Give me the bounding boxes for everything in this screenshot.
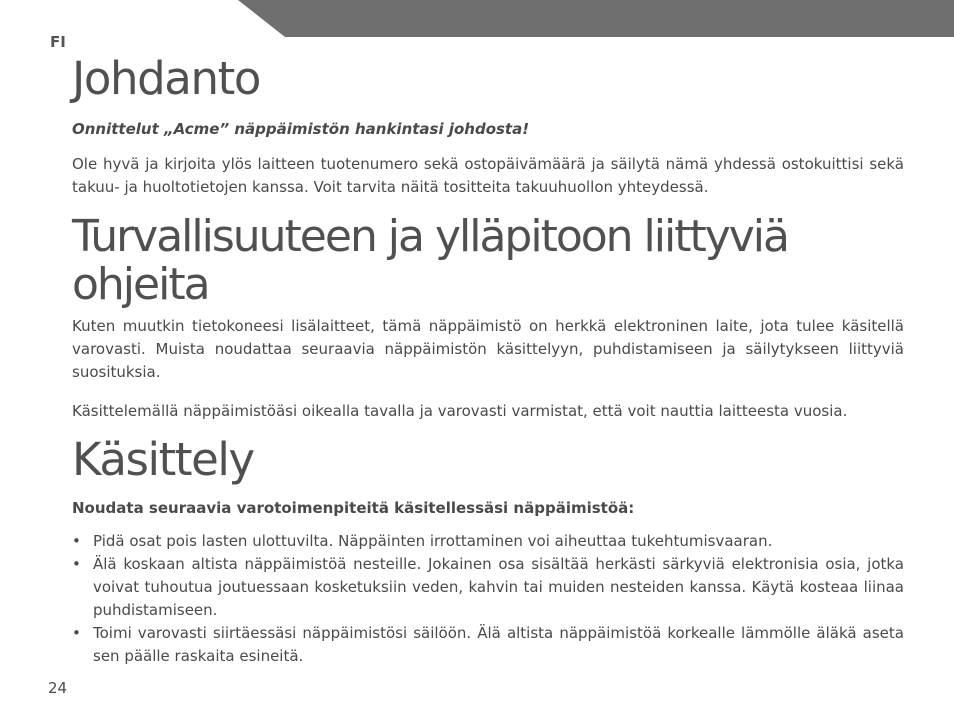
list-item-text: Toimi varovasti siirtäessäsi näppäimistösi säilöön. Älä altista näppäimistöä korkealle lämmölle äläkä aseta sen päälle raskaita esineitä. <box>93 623 904 665</box>
list-item <box>72 530 904 553</box>
intro-lead: Onnittelut „Acme” näppäimistön hankintasi johdosta! <box>72 119 530 138</box>
safety-section <box>72 210 904 424</box>
bullet-icon: • <box>72 554 81 573</box>
handling-lead: Noudata seuraavia varotoimenpiteitä käsitellessäsi näppäimistöä: <box>72 498 635 517</box>
bullet-icon: • <box>72 623 81 642</box>
intro-heading: Johdanto <box>72 52 260 105</box>
header-band <box>0 0 954 40</box>
list-item-text: Pidä osat pois lasten ulottuvilta. Näppäinten irrottaminen voi aiheuttaa tukehtumisvaaran. <box>93 531 773 550</box>
handling-heading: Käsittely <box>72 433 254 487</box>
list-item <box>72 553 904 622</box>
bullet-icon: • <box>72 531 81 550</box>
safety-heading: Turvallisuuteen ja ylläpitoon liittyviä ohjeita <box>72 210 788 310</box>
safety-paragraph-1: Kuten muutkin tietokoneesi lisälaitteet, tämä näppäimistö on herkkä elektroninen laite, jota tulee käsitellä varovasti. Muista noudattaa seuraavia näppäimistön käsittelyyn, puhdistamiseen ja säilytykseen liittyviä suosituksia. <box>72 317 904 382</box>
list-item <box>72 622 904 668</box>
handling-list <box>72 530 904 668</box>
handling-section <box>72 435 904 668</box>
page-content <box>72 50 904 668</box>
intro-paragraph: Ole hyvä ja kirjoita ylös laitteen tuotenumero sekä ostopäivämäärä ja säilytä nämä yhdessä ostokuittisi sekä takuu- ja huoltotietojen kanssa. Voit tarvita näitä tositteita takuuhuollon yhteydessä. <box>72 154 904 196</box>
safety-paragraph-2: Käsittelemällä näppäimistöäsi oikealla tavalla ja varovasti varmistat, että voit nauttia laitteesta vuosia. <box>72 402 848 421</box>
page-number: 24 <box>48 679 68 697</box>
language-code: FI <box>50 33 66 51</box>
list-item-text: Älä koskaan altista näppäimistöä nesteille. Jokainen osa sisältää herkästi särkyviä elektronisia osia, jotka voivat tuhoutua joutuessaan kosketuksiin veden, kahvin tai muiden nesteiden kanssa. Käytä kosteaa liinaa puhdistamiseen. <box>93 554 904 619</box>
intro-section <box>72 54 904 199</box>
